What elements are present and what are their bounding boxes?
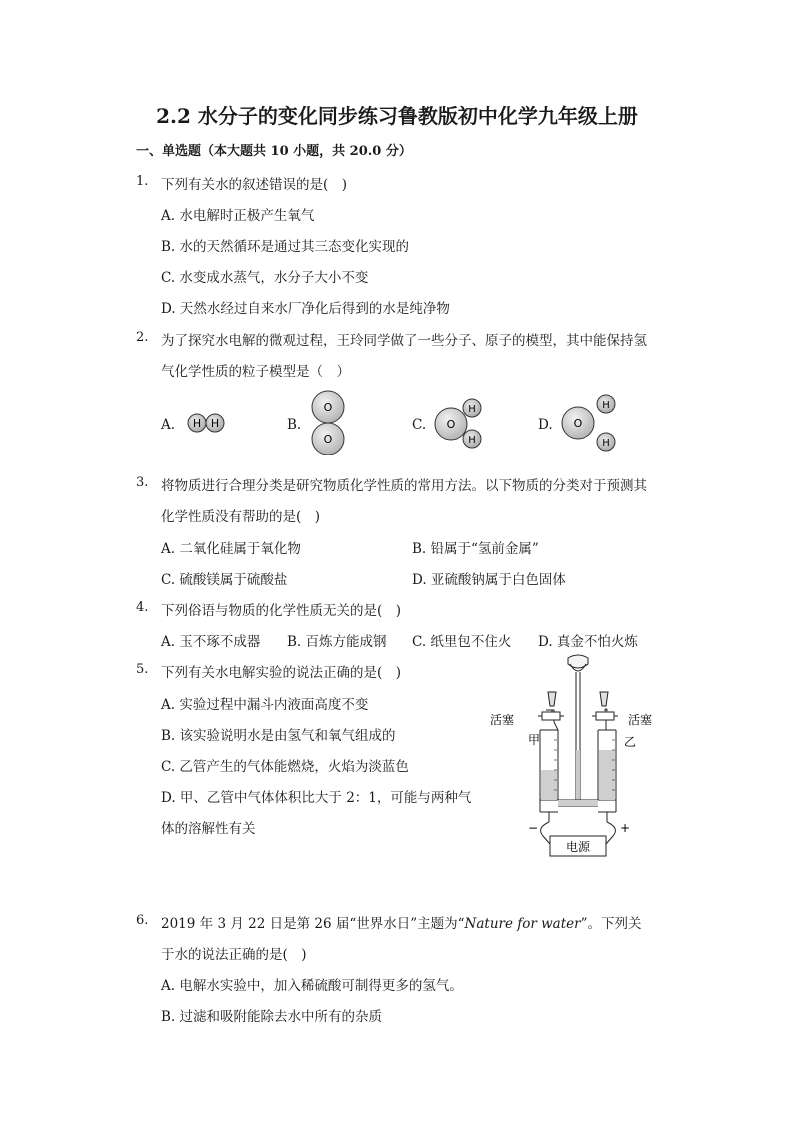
model-d-atoms xyxy=(562,395,615,451)
q4-stem: 下列俗语与物质的化学性质无关的是( ) xyxy=(161,603,402,619)
q3-option-d: D. 亚硫酸钠属于白色固体 xyxy=(412,572,566,588)
q1-option-d: D. 天然水经过自来水厂净化后得到的水是纯净物 xyxy=(161,301,450,317)
q3-stem-line1: 将物质进行合理分类是研究物质化学性质的常用方法。以下物质的分类对于预测其 xyxy=(161,478,647,494)
q2-stem-line2: 气化学性质的粒子模型是（ ） xyxy=(161,364,350,380)
valve-label-right: 活塞 xyxy=(628,713,653,727)
q2-option-b-letter: B. xyxy=(287,417,302,433)
q5-option-d-continued: 体的溶解性有关 xyxy=(161,821,256,837)
q1-option-b: B. 水的天然循环是通过其三态变化实现的 xyxy=(161,239,410,255)
atom-label-o: O xyxy=(323,433,333,446)
electrolysis-apparatus-diagram xyxy=(488,650,668,862)
q2-option-a-letter: A. xyxy=(161,417,176,433)
atom-label-h: H xyxy=(210,417,220,430)
q6-stem-part1: 2019 年 3 月 22 日是第 26 届“世界水日”主题为“ xyxy=(161,916,465,932)
q1-stem: 下列有关水的叙述错误的是( ) xyxy=(161,177,348,193)
tube-label-yi: 乙 xyxy=(624,735,637,749)
q5-option-a: A. 实验过程中漏斗内液面高度不变 xyxy=(161,697,369,713)
q2-stem-line1: 为了探究水电解的微观过程，王玲同学做了一些分子、原子的模型，其中能保持氢 xyxy=(161,333,647,349)
q6-theme-text: Nature for water xyxy=(464,916,581,932)
q3-option-b: B. 铅属于“氢前金属” xyxy=(412,541,539,557)
q6-stem-part2: ”。下列关 xyxy=(580,916,642,932)
q2-molecule-models xyxy=(0,385,794,455)
page-title: 2.2 水分子的变化同步练习鲁教版初中化学九年级上册 xyxy=(156,104,638,128)
q4-option-a: A. 玉不琢不成器 xyxy=(161,634,261,650)
q1-option-a: A. 水电解时正极产生氧气 xyxy=(161,208,315,224)
q6-stem-line1 xyxy=(161,912,642,932)
atom-label-h: H xyxy=(468,404,476,415)
atom-label-h: H xyxy=(468,435,476,446)
q4-option-c: C. 纸里包不住火 xyxy=(412,634,512,650)
positive-terminal: + xyxy=(620,821,631,835)
q6-stem-line2: 于水的说法正确的是( ) xyxy=(161,947,307,963)
q5-stem: 下列有关水电解实验的说法正确的是( ) xyxy=(161,665,402,681)
atom-label-h: H xyxy=(602,438,610,449)
q5-option-b: B. 该实验说明水是由氢气和氧气组成的 xyxy=(161,728,396,744)
negative-terminal: − xyxy=(528,821,539,835)
model-b-o2 xyxy=(312,391,344,455)
atom-label-h: H xyxy=(192,417,202,430)
q6-option-b: B. 过滤和吸附能除去水中所有的杂质 xyxy=(161,1009,383,1025)
q6-option-a: A. 电解水实验中，加入稀硫酸可制得更多的氢气。 xyxy=(161,978,463,994)
model-c-h2o xyxy=(435,399,481,448)
q3-option-c: C. 硫酸镁属于硫酸盐 xyxy=(161,572,288,588)
q6-number: 6. xyxy=(136,913,149,928)
atom-label-o: O xyxy=(446,418,456,431)
q5-option-d: D. 甲、乙管中气体体积比大于 2：1，可能与两种气 xyxy=(161,790,472,806)
q4-option-b: B. 百炼方能成钢 xyxy=(287,634,387,650)
q4-option-d: D. 真金不怕火炼 xyxy=(538,634,638,650)
q5-number: 5. xyxy=(136,662,149,677)
q2-option-d-letter: D. xyxy=(538,417,553,433)
q2-number: 2. xyxy=(136,330,149,345)
q4-number: 4. xyxy=(136,600,149,615)
atom-label-h: H xyxy=(602,400,610,411)
power-supply-label: 电源 xyxy=(565,840,591,854)
model-a-h2 xyxy=(188,414,224,432)
atom-label-o: O xyxy=(323,401,333,414)
section-header: 一、单选题（本大题共 10 小题，共 20.0 分） xyxy=(136,144,412,159)
valve-label-left: 活塞 xyxy=(490,713,515,727)
q1-option-c: C. 水变成水蒸气，水分子大小不变 xyxy=(161,270,369,286)
q3-option-a: A. 二氧化硅属于氧化物 xyxy=(161,541,301,557)
q1-number: 1. xyxy=(136,174,149,189)
q3-number: 3. xyxy=(136,475,149,490)
q2-option-c-letter: C. xyxy=(412,417,427,433)
q5-option-c: C. 乙管产生的气体能燃烧，火焰为淡蓝色 xyxy=(161,759,409,775)
atom-label-o: O xyxy=(573,417,583,430)
q3-stem-line2: 化学性质没有帮助的是( ) xyxy=(161,509,321,525)
tube-label-jia: 甲 xyxy=(528,733,541,747)
